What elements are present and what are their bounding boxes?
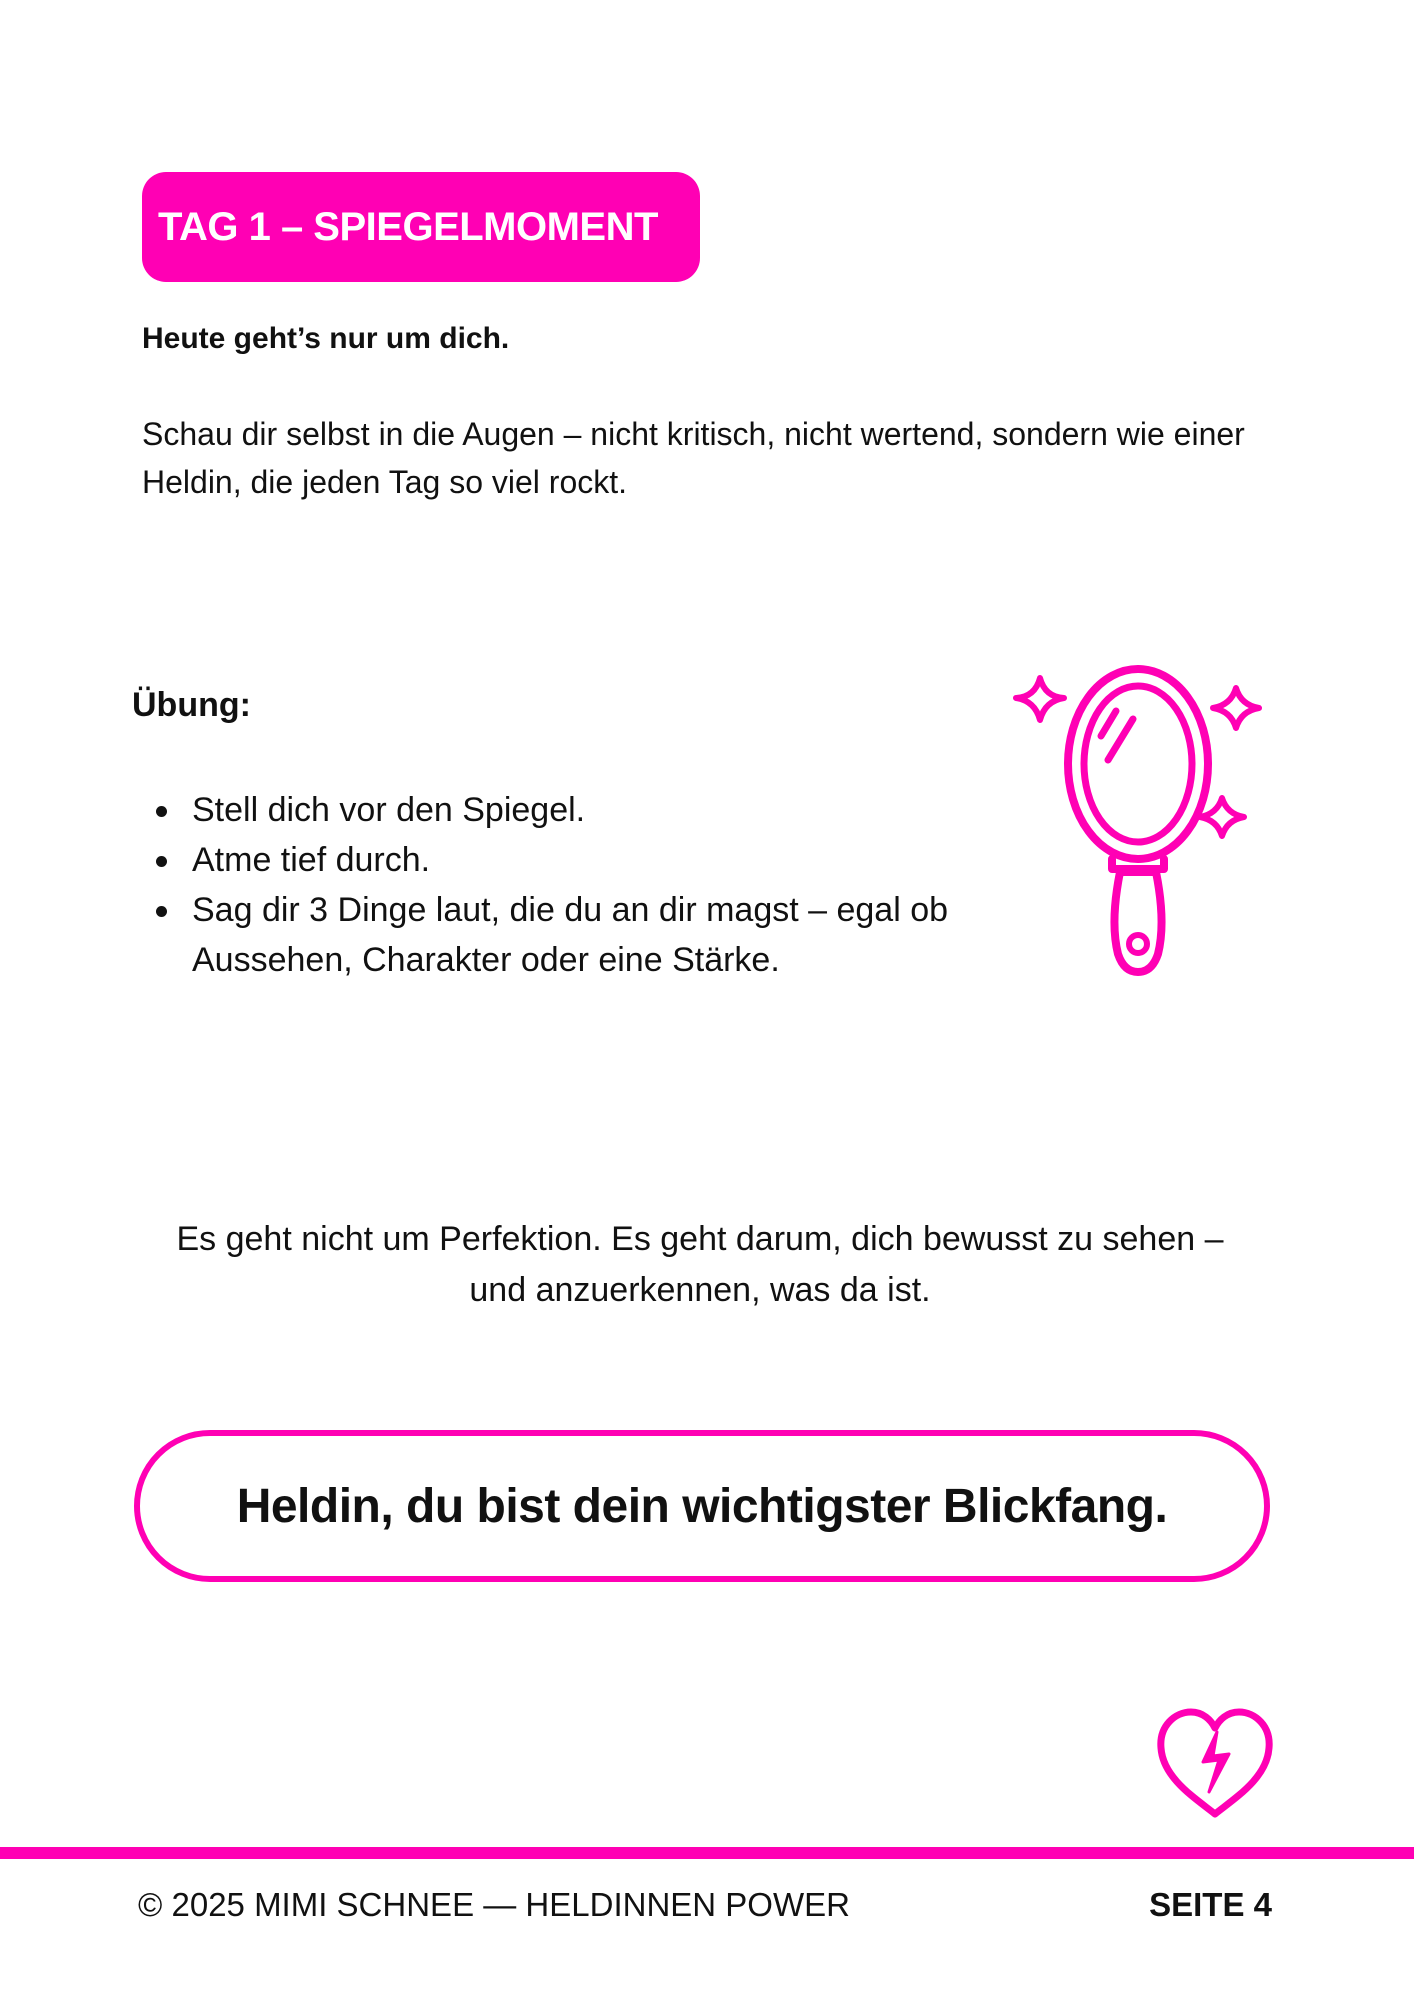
footer-divider [0, 1847, 1414, 1859]
broken-heart-icon [1155, 1702, 1275, 1822]
sparkle-icon [1016, 678, 1064, 720]
day-title-badge [142, 172, 700, 282]
exercise-step: Sag dir 3 Dinge laut, die du an dir magst – egal ob Aussehen, Charakter oder eine Stärke. [148, 885, 1098, 985]
footer-copyright: © 2025 MIMI SCHNEE — HELDINNEN POWER [138, 1886, 850, 1923]
sparkle-icon [1200, 798, 1244, 836]
hand-mirror-icon [1008, 654, 1270, 984]
exercise-step: Stell dich vor den Spiegel. [148, 785, 1098, 835]
exercise-title: Übung: [132, 686, 251, 724]
subtitle: Heute geht’s nur um dich. [142, 322, 510, 355]
closing-text: Es geht nicht um Perfektion. Es geht darum, dich bewusst zu sehen – und anzuerkennen, was da ist. [176, 1220, 1224, 1309]
exercise-steps-list [148, 785, 1098, 985]
intro-text: Schau dir selbst in die Augen – nicht kritisch, nicht wertend, sondern wie einer Heldin, die jeden Tag so viel rockt. [142, 416, 1245, 500]
sparkle-icon [1213, 688, 1259, 728]
affirmation-text: Heldin, du bist dein wichtigster Blickfang. [236, 1479, 1168, 1533]
exercise-step: Atme tief durch. [148, 835, 1098, 885]
affirmation-box [134, 1430, 1270, 1582]
day-title: TAG 1 – SPIEGELMOMENT [158, 204, 658, 249]
page-number: SEITE 4 [1149, 1886, 1272, 1923]
